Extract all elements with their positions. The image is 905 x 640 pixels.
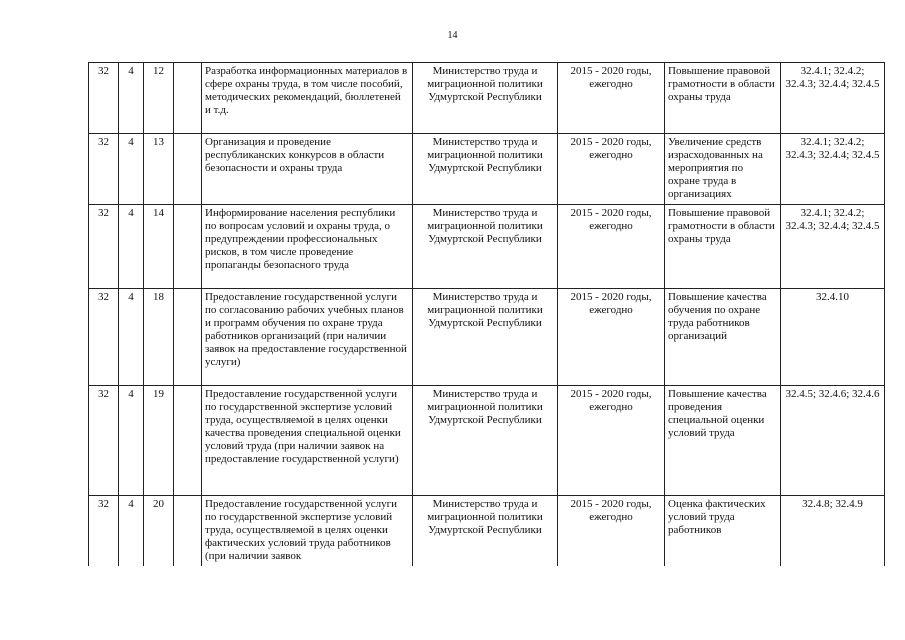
result-cell: Повышение правовой грамотности в области охраны труда xyxy=(665,63,781,134)
table-row xyxy=(89,205,885,289)
executor-cell: Министерство труда и миграционной политики Удмуртской Республики xyxy=(413,205,558,289)
result-cell: Оценка фактических условий труда работников xyxy=(665,496,781,567)
codes-cell: 32.4.10 xyxy=(781,289,885,386)
result-cell: Увеличение средств израсходованных на мероприятия по охране труда в организациях xyxy=(665,134,781,205)
codes-cell: 32.4.8; 32.4.9 xyxy=(781,496,885,567)
period-cell: 2015 - 2020 годы, ежегодно xyxy=(558,289,665,386)
subsection-cell: 4 xyxy=(119,63,144,134)
extra-cell xyxy=(174,134,202,205)
section-cell: 32 xyxy=(89,496,119,567)
item-cell: 12 xyxy=(144,63,174,134)
item-cell: 13 xyxy=(144,134,174,205)
section-cell: 32 xyxy=(89,386,119,496)
result-cell: Повышение качества проведения специальной оценки условий труда xyxy=(665,386,781,496)
codes-cell: 32.4.5; 32.4.6; 32.4.6 xyxy=(781,386,885,496)
subsection-cell: 4 xyxy=(119,496,144,567)
subsection-cell: 4 xyxy=(119,205,144,289)
item-cell: 20 xyxy=(144,496,174,567)
codes-cell: 32.4.1; 32.4.2; 32.4.3; 32.4.4; 32.4.5 xyxy=(781,134,885,205)
extra-cell xyxy=(174,496,202,567)
activity-cell: Организация и проведение республиканских конкурсов в области безопасности и охраны труда xyxy=(202,134,413,205)
activity-cell: Предоставление государственной услуги по государственной экспертизе условий труда, осуществляемой в целях оценки качества проведения специальной оценки условий труда (при наличии заявок на предоставление государственной услуги) xyxy=(202,386,413,496)
period-cell: 2015 - 2020 годы, ежегодно xyxy=(558,386,665,496)
section-cell: 32 xyxy=(89,63,119,134)
item-cell: 14 xyxy=(144,205,174,289)
page-number: 14 xyxy=(447,30,458,41)
executor-cell: Министерство труда и миграционной политики Удмуртской Республики xyxy=(413,496,558,567)
period-cell: 2015 - 2020 годы, ежегодно xyxy=(558,134,665,205)
table-row xyxy=(89,386,885,496)
period-cell: 2015 - 2020 годы, ежегодно xyxy=(558,63,665,134)
extra-cell xyxy=(174,205,202,289)
activities-table xyxy=(88,62,885,566)
section-cell: 32 xyxy=(89,205,119,289)
table-row xyxy=(89,63,885,134)
period-cell: 2015 - 2020 годы, ежегодно xyxy=(558,496,665,567)
executor-cell: Министерство труда и миграционной политики Удмуртской Республики xyxy=(413,386,558,496)
codes-cell: 32.4.1; 32.4.2; 32.4.3; 32.4.4; 32.4.5 xyxy=(781,205,885,289)
executor-cell: Министерство труда и миграционной политики Удмуртской Республики xyxy=(413,134,558,205)
executor-cell: Министерство труда и миграционной политики Удмуртской Республики xyxy=(413,289,558,386)
subsection-cell: 4 xyxy=(119,134,144,205)
period-cell: 2015 - 2020 годы, ежегодно xyxy=(558,205,665,289)
extra-cell xyxy=(174,289,202,386)
extra-cell xyxy=(174,63,202,134)
subsection-cell: 4 xyxy=(119,289,144,386)
item-cell: 19 xyxy=(144,386,174,496)
section-cell: 32 xyxy=(89,134,119,205)
section-cell: 32 xyxy=(89,289,119,386)
activity-cell: Предоставление государственной услуги по согласованию рабочих учебных планов и программ обучения по охране труда работников организаций (при наличии заявок на предоставление государственной услуги) xyxy=(202,289,413,386)
executor-cell: Министерство труда и миграционной политики Удмуртской Республики xyxy=(413,63,558,134)
activity-cell: Предоставление государственной услуги по государственной экспертизе условий труда, осуществляемой в целях оценки фактических условий труда работников (при наличии заявок xyxy=(202,496,413,567)
table-row xyxy=(89,289,885,386)
subsection-cell: 4 xyxy=(119,386,144,496)
codes-cell: 32.4.1; 32.4.2; 32.4.3; 32.4.4; 32.4.5 xyxy=(781,63,885,134)
activity-cell: Разработка информационных материалов в сфере охраны труда, в том числе пособий, методических рекомендаций, бюллетеней и т.д. xyxy=(202,63,413,134)
result-cell: Повышение правовой грамотности в области охраны труда xyxy=(665,205,781,289)
result-cell: Повышение качества обучения по охране труда работников организаций xyxy=(665,289,781,386)
extra-cell xyxy=(174,386,202,496)
table-row xyxy=(89,496,885,567)
item-cell: 18 xyxy=(144,289,174,386)
table-row xyxy=(89,134,885,205)
activity-cell: Информирование населения республики по вопросам условий и охраны труда, о предупреждении профессиональных рисков, в том числе проведение пропаганды безопасного труда xyxy=(202,205,413,289)
